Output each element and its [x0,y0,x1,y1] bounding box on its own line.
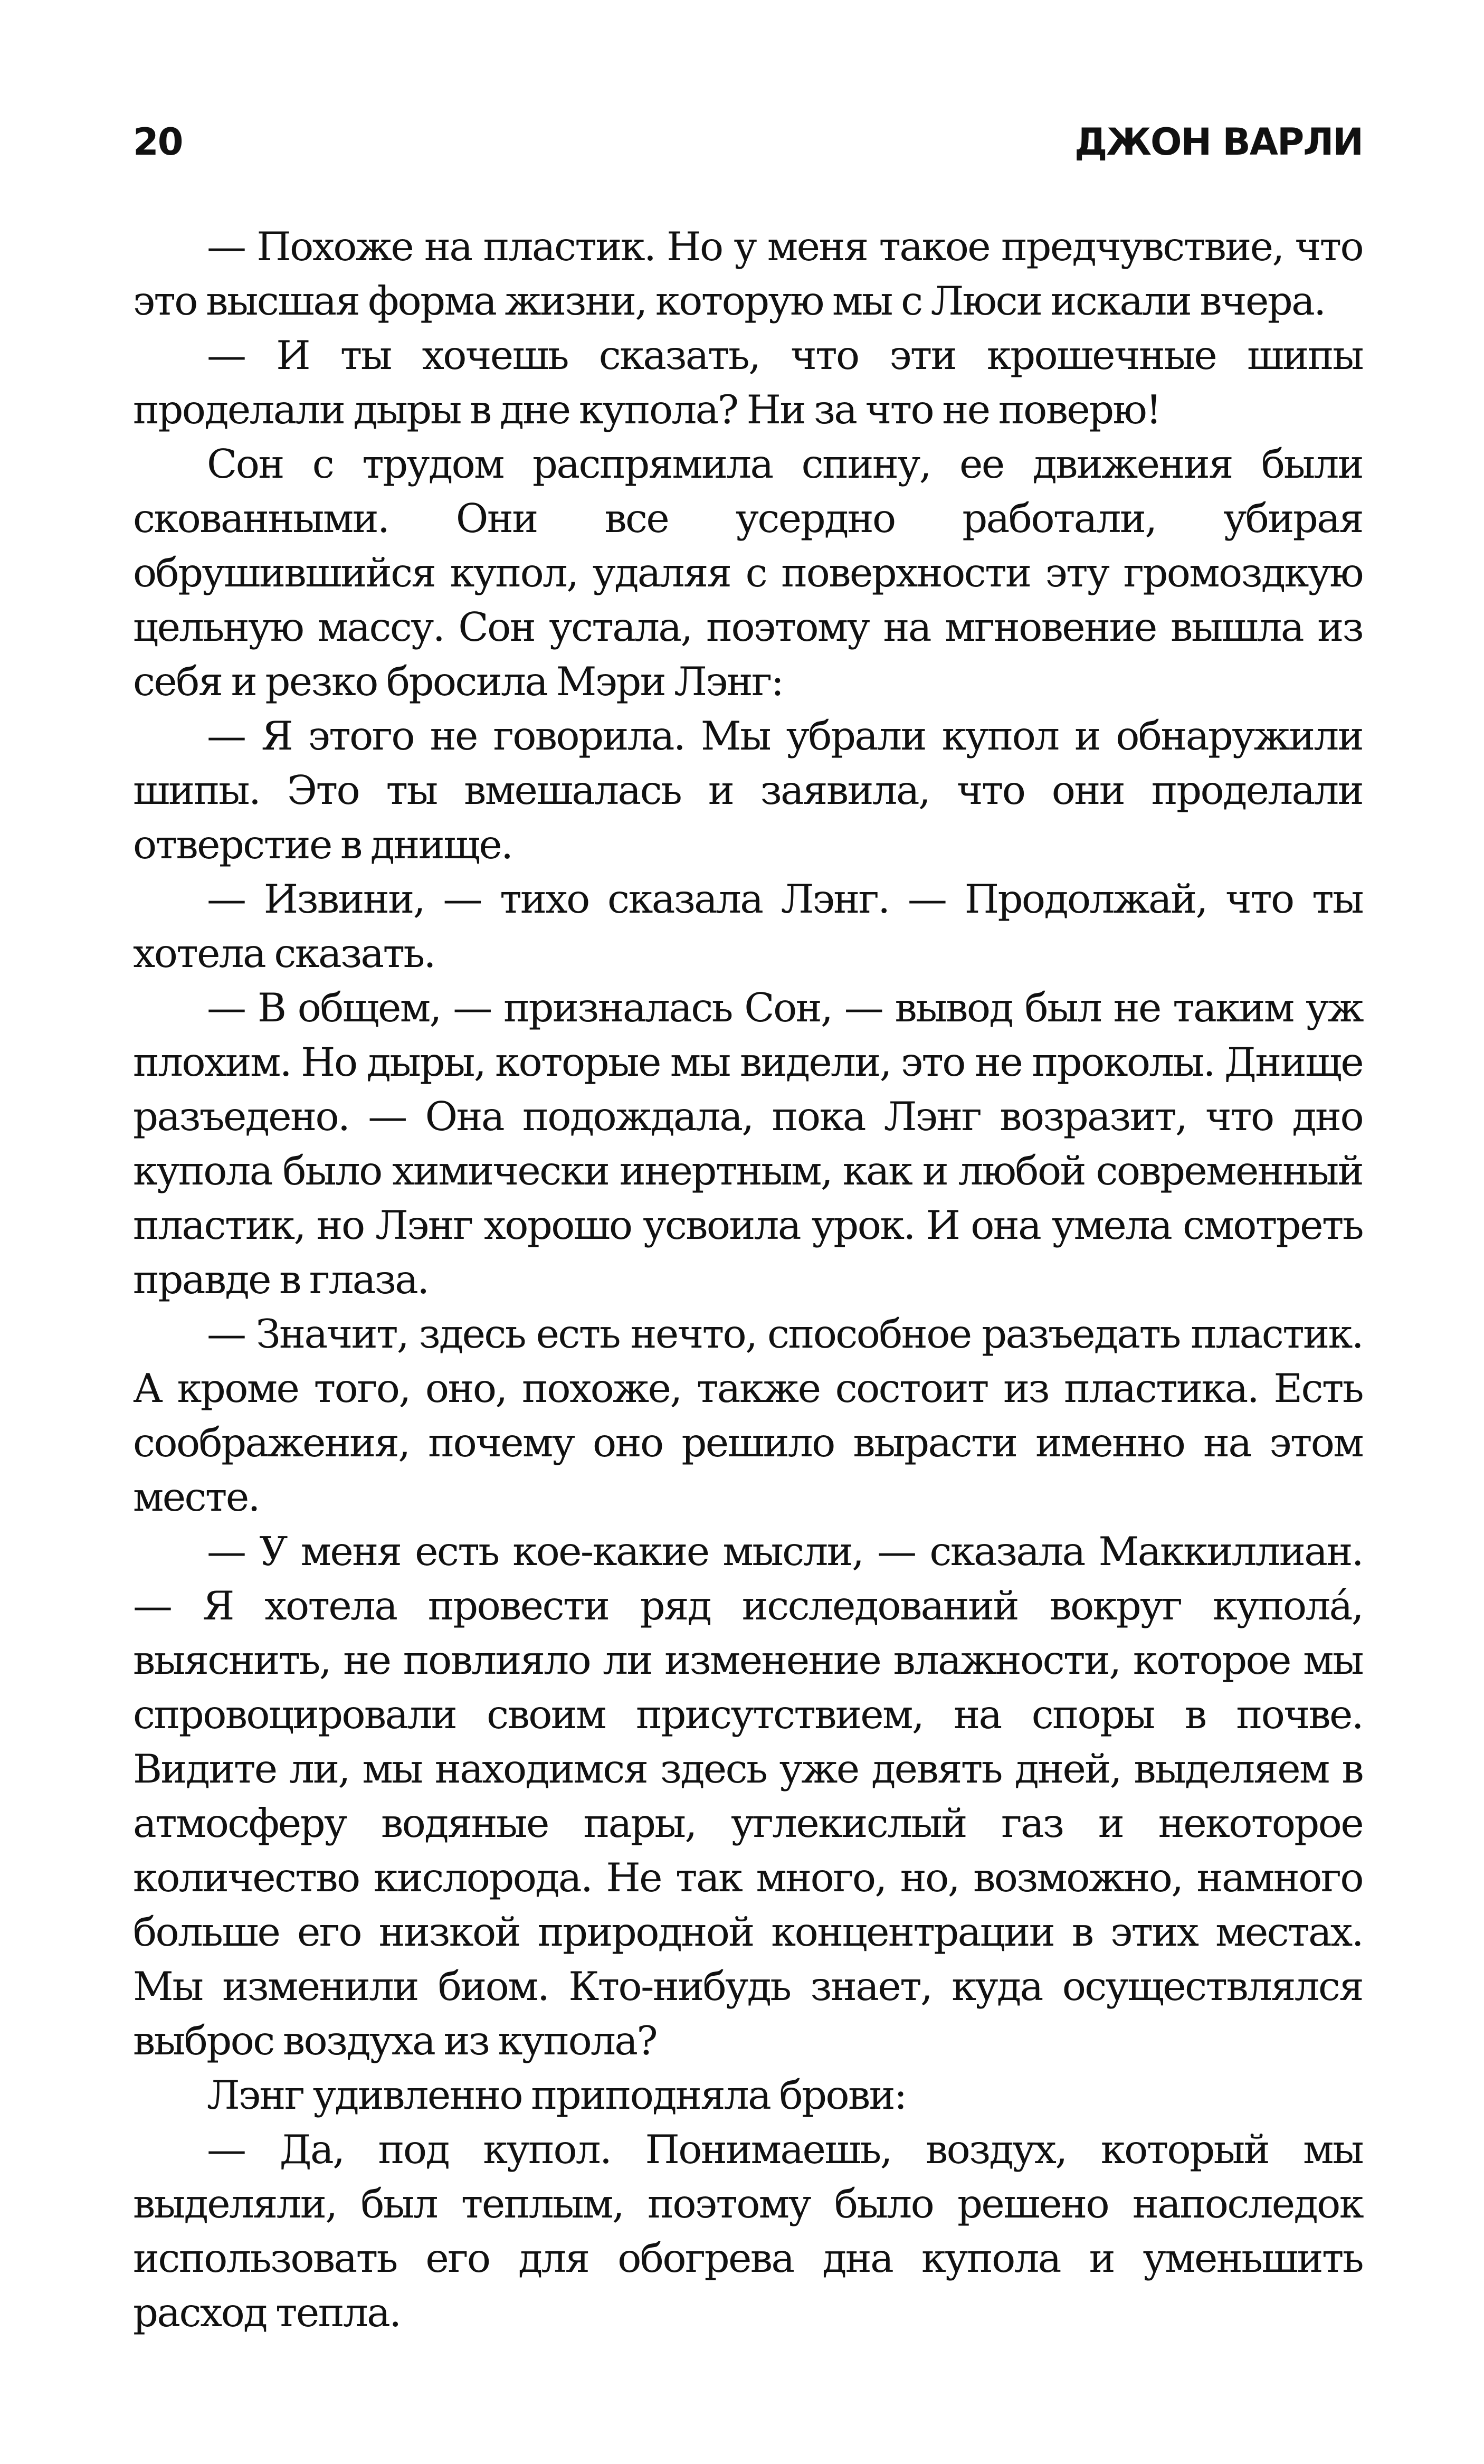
paragraph: — В общем, — призналась Сон, — вывод был не таким уж плохим. Но дыры, которые мы видели, это не проколы. Днище разъедено. — Она подождала, пока Лэнг возразит, что дно купола было химически инертным, как и любой современный пластик, но Лэнг хорошо усвоила урок. И она умела смотреть правде в глаза. [133,984,1363,1303]
paragraph: — Похоже на пластик. Но у меня такое предчувствие, что это высшая форма жизни, которую мы с Люси искали вчера. [133,223,1363,324]
paragraph: — Значит, здесь есть нечто, способное разъедать пластик. А кроме того, оно, похоже, также состоит из пластика. Есть соображения, почему оно решило вырасти именно на этом месте. [133,1311,1363,1520]
paragraph: — И ты хочешь сказать, что эти крошечные шипы проделали дыры в дне купола? Ни за что не поверю! [133,332,1363,433]
paragraph: — Да, под купол. Понимаешь, воздух, который мы выделяли, был теплым, поэтому было решено напоследок использовать его для обогрева дна купола и уменьшить расход тепла. [133,2126,1363,2336]
paragraph: — Извини, — тихо сказала Лэнг. — Продолжай, что ты хотела сказать. [133,876,1363,977]
paragraph: Сон с трудом распрямила спину, ее движения были скованными. Они все усердно работали, убирая обрушившийся купол, удаляя с поверхности эту громоздкую цельную массу. Сон устала, поэтому на мгновение вышла из себя и резко бросила Мэри Лэнг: [133,441,1363,705]
paragraph: — У меня есть кое-какие мысли, — сказала Маккиллиан. — Я хотела провести ряд исследований вокруг купола́, выяснить, не повлияло ли изменение влажности, которое мы спровоцировали своим присутствием, на споры в почве. Видите ли, мы находимся здесь уже девять дней, выделяем в атмосферу водяные пары, углекислый газ и некоторое количество кислорода. Не так много, но, возможно, намного больше его низкой природной концентрации в этих местах. Мы изменили биом. Кто-нибудь знает, куда осуществлялся выброс воздуха из купола? [133,1528,1363,2064]
book-page [133,120,1363,2340]
paragraph: Лэнг удивленно приподняла брови: [207,2072,906,2118]
paragraph: — Я этого не говорила. Мы убрали купол и обнаружили шипы. Это ты вмешалась и заявила, что они проделали отверстие в днище. [133,713,1363,868]
page-number: 20 [133,120,183,164]
body-text [133,220,1363,2340]
running-head-author: ДЖОН ВАРЛИ [1074,120,1363,164]
page-header [133,120,1363,178]
